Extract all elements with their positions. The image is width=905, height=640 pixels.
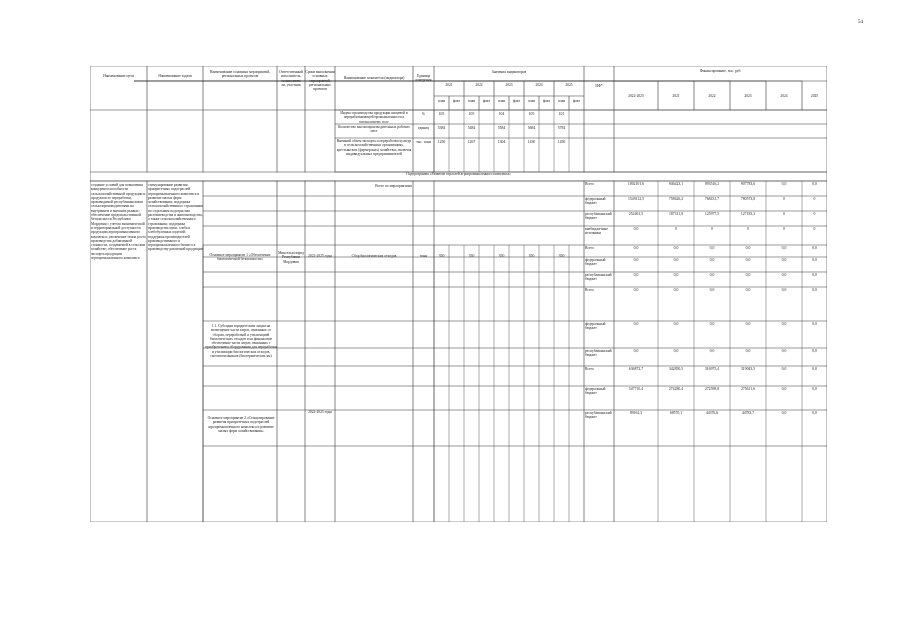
header-executor: Ответственный исполнитель, соисполните ли, участник [279, 70, 303, 87]
header-fact: факт [482, 99, 491, 103]
finance-source: федеральный бюджет [585, 258, 606, 267]
header-term: Сроки выполнения основных мероприятий, региональных проектов [305, 70, 335, 92]
program-table [90, 66, 827, 522]
event-1-title: Основное мероприятие 1 «Обеспечение биологической безопасности» [209, 253, 271, 262]
top-row-name: Индекс производства продукции пищевой и перерабатывающей промышленности к предыдущему году [340, 111, 408, 123]
finance-value: 780573,8 [740, 197, 756, 201]
finance-value: 946423,1 [668, 182, 684, 186]
top-row-value: 5584 [497, 126, 506, 130]
event-1-value: 350 [498, 254, 505, 258]
finance-value: 0,0 [633, 258, 639, 262]
finance-value: 187311,9 [668, 212, 684, 216]
header-year: 2024 [535, 83, 543, 87]
finance-value: 0,0 [781, 349, 787, 353]
event-1-executor: Минсельхозпрод Республики Мордовия [278, 251, 304, 264]
finance-value: 1802101,6 [627, 182, 645, 186]
finance-value: 636872,7 [628, 367, 644, 371]
finance-value: 0,0 [633, 288, 639, 292]
top-row-value: 5784 [557, 126, 566, 130]
event-1-value: 350 [528, 254, 535, 258]
header-indicator: Наименование показателя (индикатора) [343, 76, 405, 80]
top-row-value: 1450 [557, 140, 566, 144]
finance-value: 0,0 [781, 411, 787, 415]
finance-value: 0 [783, 227, 785, 231]
finance-value: 768431,7 [704, 197, 720, 201]
finance-value: 316975,4 [704, 367, 720, 371]
top-row-name: Внешний объем экспорта и переработки культур в сельскохозяйственных организациях, крестьянских (фермерских) хозяйствах, включая индивидуальных предпринимателей [336, 139, 412, 156]
top-row-value: 1267 [467, 140, 476, 144]
finance-source: Всего [585, 288, 594, 292]
finance-value: 0,0 [745, 322, 751, 326]
finance-source: республиканский бюджет [585, 212, 612, 221]
finance-value: 0,0 [673, 349, 679, 353]
finance-source: Всего [585, 367, 594, 371]
top-row-value: 105 [438, 112, 445, 116]
top-row-value: 5384 [437, 126, 446, 130]
header-year: 2022 [475, 83, 483, 87]
finance-value: 0 [711, 227, 713, 231]
header-fact: факт [512, 99, 521, 103]
finance-value: 0,0 [709, 322, 715, 326]
top-row-unit: единиц [417, 126, 430, 130]
finance-value: 0,0 [812, 246, 817, 250]
finance-value: 127183,3 [740, 212, 756, 216]
finance-value: 0,0 [812, 273, 817, 277]
finance-value: 0,0 [812, 288, 817, 292]
finance-value: 0 [783, 197, 785, 201]
finance-value: 274280,4 [668, 387, 684, 391]
header-task: Наименование задачи [158, 74, 192, 78]
top-row-value: 1250 [437, 140, 446, 144]
header-year: 2021 [445, 83, 453, 87]
finance-value: 68570,1 [669, 411, 683, 415]
top-row-value: 1304 [497, 140, 506, 144]
finance-value: 547710,4 [628, 387, 644, 391]
finance-source: федеральный бюджет [585, 322, 606, 331]
top-row-name: Количество высокопроизводительных рабочих мест [338, 125, 410, 134]
header-fact: факт [542, 99, 551, 103]
event-2-title: Основное мероприятие 2 «Стимулирование развития приоритетных подотраслей агропромышленного комплекса и развитие малых форм хозяйствования» [207, 416, 275, 433]
finance-value: 0,0 [633, 322, 639, 326]
event-1-term: 2022-2025 годы [308, 254, 332, 258]
top-row-value: 104 [498, 112, 505, 116]
top-row-value: 5484 [467, 126, 476, 130]
finance-value: 0,0 [745, 288, 751, 292]
finance-value: 0,0 [633, 227, 639, 231]
header-fact: факт [572, 99, 581, 103]
finance-value: 893516,2 [704, 182, 720, 186]
finance-value: 1549112,5 [628, 197, 644, 201]
top-row-value: 5684 [527, 126, 536, 130]
finance-value: 758626,2 [668, 197, 684, 201]
finance-value: 0,0 [781, 322, 787, 326]
finance-source: республиканский бюджет [585, 411, 612, 420]
finance-source: федеральный бюджет [585, 387, 606, 396]
finance-value: 0,0 [673, 288, 679, 292]
finance-value: 0,0 [745, 246, 751, 250]
event-1-indicator: Сбор биологических отходов [351, 254, 397, 258]
header-plan: план [557, 99, 566, 103]
finance-value: 0,0 [781, 367, 787, 371]
header-plan: план [467, 99, 476, 103]
top-row-unit: % [422, 112, 425, 116]
event-1-value: 350 [558, 254, 565, 258]
finance-value: 0,0 [673, 273, 679, 277]
header-fin-col: 2023 [744, 94, 752, 98]
finance-value: 0,0 [812, 411, 817, 415]
finance-value: 0,0 [709, 273, 715, 277]
finance-value: 0 [783, 212, 785, 216]
finance-value: 0,0 [673, 246, 679, 250]
finance-value: 0 [813, 227, 816, 231]
top-row-value: 105 [468, 112, 475, 116]
finance-source: федеральный бюджет [585, 197, 606, 206]
finance-value: 0 [675, 227, 677, 231]
finance-value: 0,0 [812, 322, 817, 326]
finance-value: 0,0 [673, 258, 679, 262]
finance-value: 0,0 [812, 182, 817, 186]
header-fin-col: 2022 [708, 94, 716, 98]
event-1-value: 350 [438, 254, 445, 258]
finance-value: 89162,3 [629, 411, 643, 415]
finance-value: 252461,5 [628, 212, 644, 216]
finance-value: 0 [813, 212, 816, 216]
finance-value: 0,0 [745, 258, 751, 262]
header-values: Значения индикаторов [491, 70, 527, 74]
event-1-value: 350 [468, 254, 475, 258]
finance-value: 0,0 [781, 182, 787, 186]
finance-value: 0,0 [633, 349, 639, 353]
finance-value: 0,0 [709, 258, 715, 262]
top-row-value: 105 [528, 112, 535, 116]
event-2-term: 2022-2025 годы [308, 410, 332, 414]
finance-value: 907783,6 [740, 182, 756, 186]
finance-value: 0,0 [709, 349, 715, 353]
finance-value: 0,0 [781, 258, 787, 262]
finance-value: 0,0 [633, 246, 639, 250]
page-number: 54 [858, 20, 863, 25]
all-events-row: Всего по мероприятиям [375, 184, 412, 188]
finance-source: республиканский бюджет [585, 349, 612, 358]
finance-value: 0,0 [781, 273, 787, 277]
header-fin-col: 2025 [810, 94, 819, 98]
top-row-value: 101 [558, 112, 565, 116]
header-fin-col: 2021 [672, 94, 680, 98]
finance-source: внебюджетные источники [585, 227, 608, 236]
finance-value: 0,0 [781, 288, 787, 292]
finance-value: 0,0 [812, 387, 817, 391]
header-fin-col: 2024 [780, 94, 788, 98]
finance-value: 0,0 [812, 367, 817, 371]
finance-value: 0,0 [745, 273, 751, 277]
header-finance: Финансирование, тыс. руб. [699, 69, 742, 73]
finance-value: 272598,8 [704, 387, 720, 391]
finance-source: республиканский бюджет [585, 273, 612, 282]
header-year: 2025 [565, 83, 573, 87]
finance-source: Всего [585, 182, 594, 186]
finance-value: 319043,5 [740, 367, 756, 371]
subprogram-title: Подпрограмма «Развитие отраслей агропромышленного комплекса» [406, 172, 511, 176]
finance-source: Всего [585, 246, 594, 250]
finance-value: 0,0 [673, 322, 679, 326]
header-event: Наименование основных мероприятий, региональных проектов [209, 70, 271, 79]
finance-value: 0,0 [633, 273, 639, 277]
header-fin-col: 2022-2025 [628, 94, 644, 98]
finance-value: 0,0 [745, 349, 751, 353]
goal-text: создание условий для повышения конкурентоспособности сельскохозяйственной продукции и продуктов ее переработки, производимой республиканскими сельхозпроизводителями на внутреннем и внешних рынках; обеспечение продовольственной безопасности Республики Мордовия с учетом экономической и территориальной доступности продукции агропромышленного комплекса; увеличение темпа роста производства добавленной стоимости, создаваемой в сельском хозяйстве; обеспечение роста экспорта продукции агропромышленного комплекса [91, 183, 146, 261]
finance-value: 0,0 [781, 246, 787, 250]
finance-value: 342850,5 [668, 367, 684, 371]
header-goal: Наименование цели [103, 74, 134, 78]
header-fact: факт [452, 99, 461, 103]
top-row-value: 1430 [527, 140, 536, 144]
finance-value: 0,0 [781, 387, 787, 391]
finance-value: 0,0 [812, 349, 817, 353]
finance-value: 0 [747, 227, 749, 231]
task-text: стимулирование развития приоритетных подотраслей агропромышленного комплекса и развитие малых форм хозяйствования; поддержка сельскохозяйственного страхования по отдельным подотраслям растениеводства и животноводства, а также сельскохозяйственного страхования; поддержка производства муки, хлеба и хлебобулочных изделий; поддержка производителей производственного и агропромышленного бизнеса к производству различной продукции [148, 183, 203, 252]
finance-value: 0,0 [709, 246, 715, 250]
top-row-unit: тыс. тонн [416, 140, 431, 144]
header-if: ИФ* [595, 84, 603, 88]
header-plan: план [497, 99, 506, 103]
header-plan: план [527, 99, 536, 103]
finance-value: 0,0 [812, 258, 817, 262]
finance-value: 0 [813, 197, 816, 201]
event-1-1-title: 1.1. Субсидии юридическим лицам на возмещение части затрат, связанных со сбором, переработкой и утилизацией биологических отходов и на финансовое обеспечение части затрат, связанных с приобретением оборудования для переработки и утилизации биологических отходов, скотомогильников (биотермических ям) [205, 324, 277, 359]
header-unit: Единица измерения [415, 74, 432, 83]
header-plan: план [437, 99, 446, 103]
finance-value: 44376,6 [705, 411, 719, 415]
finance-value: 0,0 [709, 288, 715, 292]
event-1-unit: тонн [419, 254, 428, 258]
header-year: 2023 [505, 83, 513, 87]
finance-value: 125977,5 [704, 212, 720, 216]
finance-value: 275611,6 [740, 387, 756, 391]
finance-value: 44783,7 [741, 411, 755, 415]
